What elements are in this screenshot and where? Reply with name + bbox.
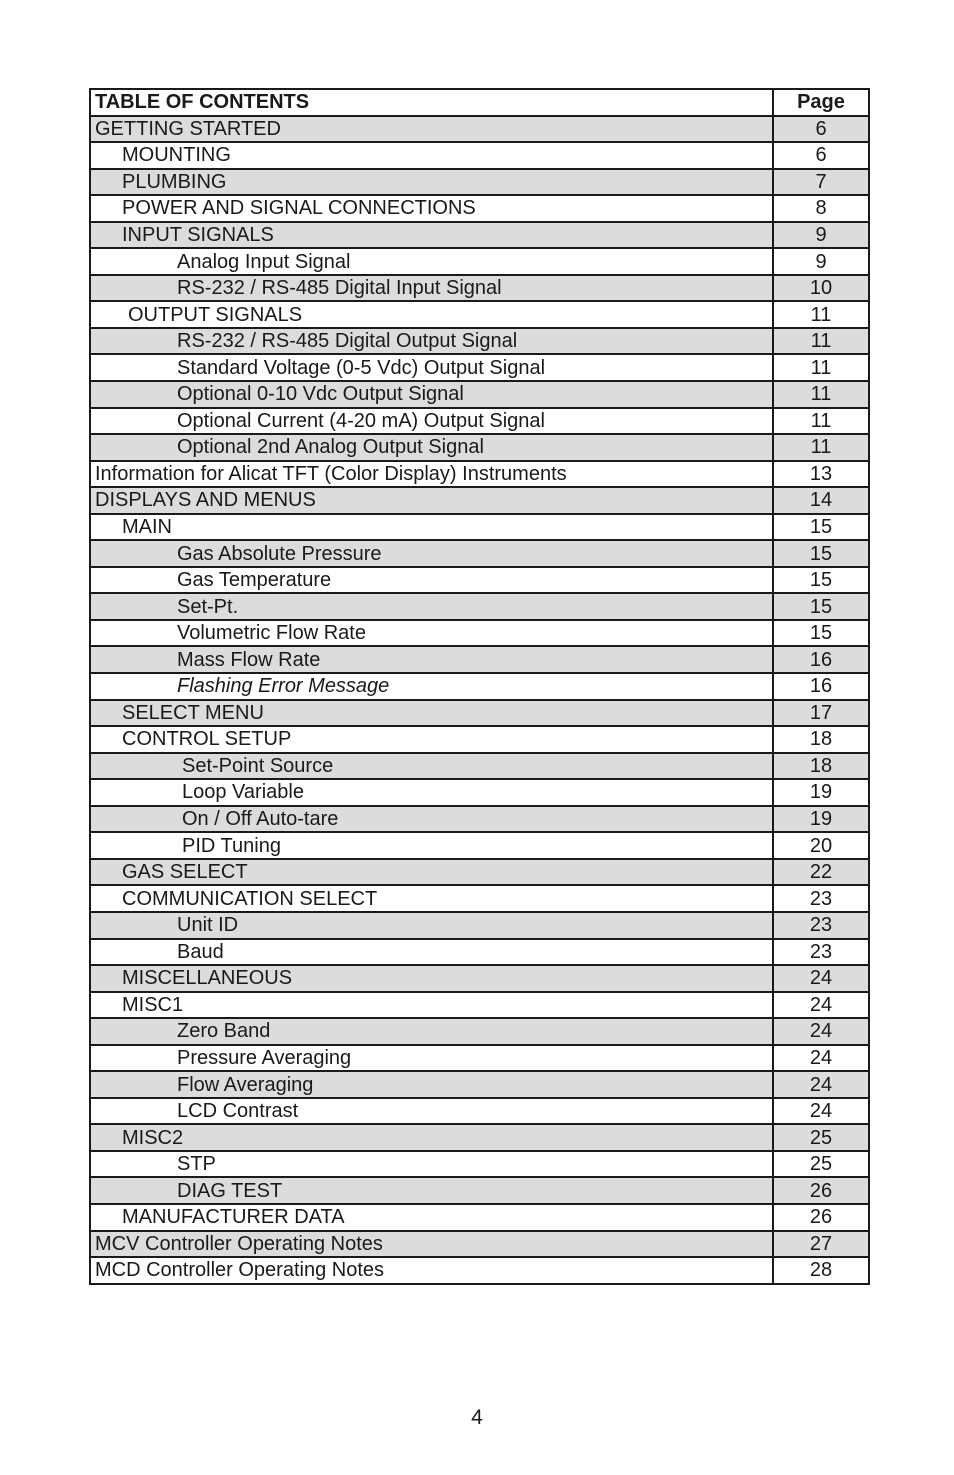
toc-entry-page: 24 [773, 992, 869, 1019]
toc-title: TABLE OF CONTENTS [90, 89, 773, 116]
toc-entry-label: Information for Alicat TFT (Color Display) Instruments [90, 461, 773, 488]
toc-row [90, 620, 869, 647]
toc-entry-label: COMMUNICATION SELECT [90, 885, 773, 912]
toc-entry-page: 10 [773, 275, 869, 302]
toc-entry-label: MAIN [90, 514, 773, 541]
toc-entry-page: 16 [773, 673, 869, 700]
toc-row [90, 885, 869, 912]
page-number: 4 [471, 1406, 483, 1429]
toc-row [90, 1151, 869, 1178]
toc-entry-label: Mass Flow Rate [90, 646, 773, 673]
toc-row [90, 992, 869, 1019]
toc-entry-page: 24 [773, 1071, 869, 1098]
toc-entry-page: 14 [773, 487, 869, 514]
toc-row [90, 1045, 869, 1072]
toc-row [90, 726, 869, 753]
toc-row [90, 567, 869, 594]
toc-entry-page: 25 [773, 1151, 869, 1178]
toc-row [90, 832, 869, 859]
toc-entry-label: Gas Temperature [90, 567, 773, 594]
toc-entry-label: DIAG TEST [90, 1177, 773, 1204]
toc-entry-page: 20 [773, 832, 869, 859]
toc-row [90, 779, 869, 806]
toc-row [90, 1257, 869, 1284]
toc-entry-label: DISPLAYS AND MENUS [90, 487, 773, 514]
toc-row [90, 593, 869, 620]
toc-entry-label: Set-Pt. [90, 593, 773, 620]
toc-row [90, 275, 869, 302]
toc-entry-page: 11 [773, 434, 869, 461]
toc-row [90, 540, 869, 567]
toc-row [90, 381, 869, 408]
toc-entry-label: Gas Absolute Pressure [90, 540, 773, 567]
toc-row [90, 1177, 869, 1204]
toc-row [90, 328, 869, 355]
toc-entry-label: GAS SELECT [90, 859, 773, 886]
toc-entry-label: RS-232 / RS-485 Digital Output Signal [90, 328, 773, 355]
toc-entry-label: MCV Controller Operating Notes [90, 1231, 773, 1258]
toc-row [90, 461, 869, 488]
toc-entry-label: Flow Averaging [90, 1071, 773, 1098]
toc-entry-label: PLUMBING [90, 169, 773, 196]
toc-entry-page: 9 [773, 222, 869, 249]
toc-entry-page: 6 [773, 142, 869, 169]
toc-entry-label: MISCELLANEOUS [90, 965, 773, 992]
toc-entry-label: MISC1 [90, 992, 773, 1019]
toc-entry-page: 11 [773, 354, 869, 381]
toc-row [90, 169, 869, 196]
toc-entry-label: OUTPUT SIGNALS [90, 301, 773, 328]
toc-entry-page: 19 [773, 779, 869, 806]
toc-entry-label: Zero Band [90, 1018, 773, 1045]
toc-row [90, 1204, 869, 1231]
toc-entry-page: 24 [773, 1018, 869, 1045]
toc-entry-page: 7 [773, 169, 869, 196]
toc-entry-label: Optional Current (4-20 mA) Output Signal [90, 408, 773, 435]
toc-row [90, 1231, 869, 1258]
toc-row [90, 434, 869, 461]
toc-entry-label: Flashing Error Message [90, 673, 773, 700]
toc-entry-label: Analog Input Signal [90, 248, 773, 275]
toc-entry-page: 15 [773, 593, 869, 620]
toc-entry-label: POWER AND SIGNAL CONNECTIONS [90, 195, 773, 222]
toc-row [90, 753, 869, 780]
toc-entry-page: 24 [773, 1045, 869, 1072]
toc-entry-label: CONTROL SETUP [90, 726, 773, 753]
toc-entry-page: 26 [773, 1204, 869, 1231]
toc-entry-label: MOUNTING [90, 142, 773, 169]
toc-entry-page: 11 [773, 381, 869, 408]
toc-entry-page: 18 [773, 753, 869, 780]
toc-entry-page: 22 [773, 859, 869, 886]
toc-entry-page: 23 [773, 912, 869, 939]
toc-row [90, 646, 869, 673]
toc-row [90, 1124, 869, 1151]
toc-entry-page: 24 [773, 1098, 869, 1125]
toc-entry-label: Optional 2nd Analog Output Signal [90, 434, 773, 461]
toc-entry-label: Optional 0-10 Vdc Output Signal [90, 381, 773, 408]
toc-row [90, 1018, 869, 1045]
toc-entry-label: MANUFACTURER DATA [90, 1204, 773, 1231]
toc-row [90, 939, 869, 966]
toc-entry-page: 16 [773, 646, 869, 673]
toc-entry-page: 11 [773, 301, 869, 328]
toc-entry-page: 23 [773, 885, 869, 912]
toc-row [90, 195, 869, 222]
toc-row [90, 142, 869, 169]
toc-row [90, 806, 869, 833]
toc-row [90, 248, 869, 275]
toc-entry-page: 17 [773, 700, 869, 727]
toc-entry-page: 26 [773, 1177, 869, 1204]
toc-page-header: Page [773, 89, 869, 116]
toc-row [90, 673, 869, 700]
toc-header-row [90, 89, 869, 116]
toc-entry-page: 28 [773, 1257, 869, 1284]
toc-entry-label: Baud [90, 939, 773, 966]
toc-row [90, 965, 869, 992]
toc-entry-label: MCD Controller Operating Notes [90, 1257, 773, 1284]
toc-entry-page: 15 [773, 514, 869, 541]
toc-row [90, 487, 869, 514]
toc-entry-label: Pressure Averaging [90, 1045, 773, 1072]
toc-entry-page: 27 [773, 1231, 869, 1258]
toc-row [90, 859, 869, 886]
toc-entry-label: SELECT MENU [90, 700, 773, 727]
toc-row [90, 912, 869, 939]
toc-entry-page: 11 [773, 408, 869, 435]
toc-entry-label: GETTING STARTED [90, 116, 773, 143]
toc-entry-page: 19 [773, 806, 869, 833]
toc-entry-page: 15 [773, 567, 869, 594]
toc-row [90, 700, 869, 727]
toc-row [90, 222, 869, 249]
toc-row [90, 116, 869, 143]
toc-entry-label: PID Tuning [90, 832, 773, 859]
toc-row [90, 514, 869, 541]
toc-entry-page: 8 [773, 195, 869, 222]
toc-entry-label: Set-Point Source [90, 753, 773, 780]
toc-entry-page: 23 [773, 939, 869, 966]
toc-entry-label: Standard Voltage (0-5 Vdc) Output Signal [90, 354, 773, 381]
table-of-contents [89, 88, 870, 1285]
toc-entry-page: 11 [773, 328, 869, 355]
toc-entry-label: RS-232 / RS-485 Digital Input Signal [90, 275, 773, 302]
toc-entry-label: STP [90, 1151, 773, 1178]
toc-entry-label: Unit ID [90, 912, 773, 939]
toc-entry-label: MISC2 [90, 1124, 773, 1151]
toc-row [90, 408, 869, 435]
toc-entry-page: 15 [773, 620, 869, 647]
toc-entry-page: 13 [773, 461, 869, 488]
toc-entry-label: Loop Variable [90, 779, 773, 806]
toc-entry-page: 25 [773, 1124, 869, 1151]
toc-entry-page: 9 [773, 248, 869, 275]
toc-entry-page: 24 [773, 965, 869, 992]
toc-entry-page: 15 [773, 540, 869, 567]
toc-entry-page: 18 [773, 726, 869, 753]
toc-entry-label: On / Off Auto-tare [90, 806, 773, 833]
toc-row [90, 301, 869, 328]
toc-entry-label: INPUT SIGNALS [90, 222, 773, 249]
toc-row [90, 354, 869, 381]
toc-body [90, 116, 869, 1284]
toc-row [90, 1098, 869, 1125]
toc-entry-label: LCD Contrast [90, 1098, 773, 1125]
toc-entry-page: 6 [773, 116, 869, 143]
toc-entry-label: Volumetric Flow Rate [90, 620, 773, 647]
toc-row [90, 1071, 869, 1098]
